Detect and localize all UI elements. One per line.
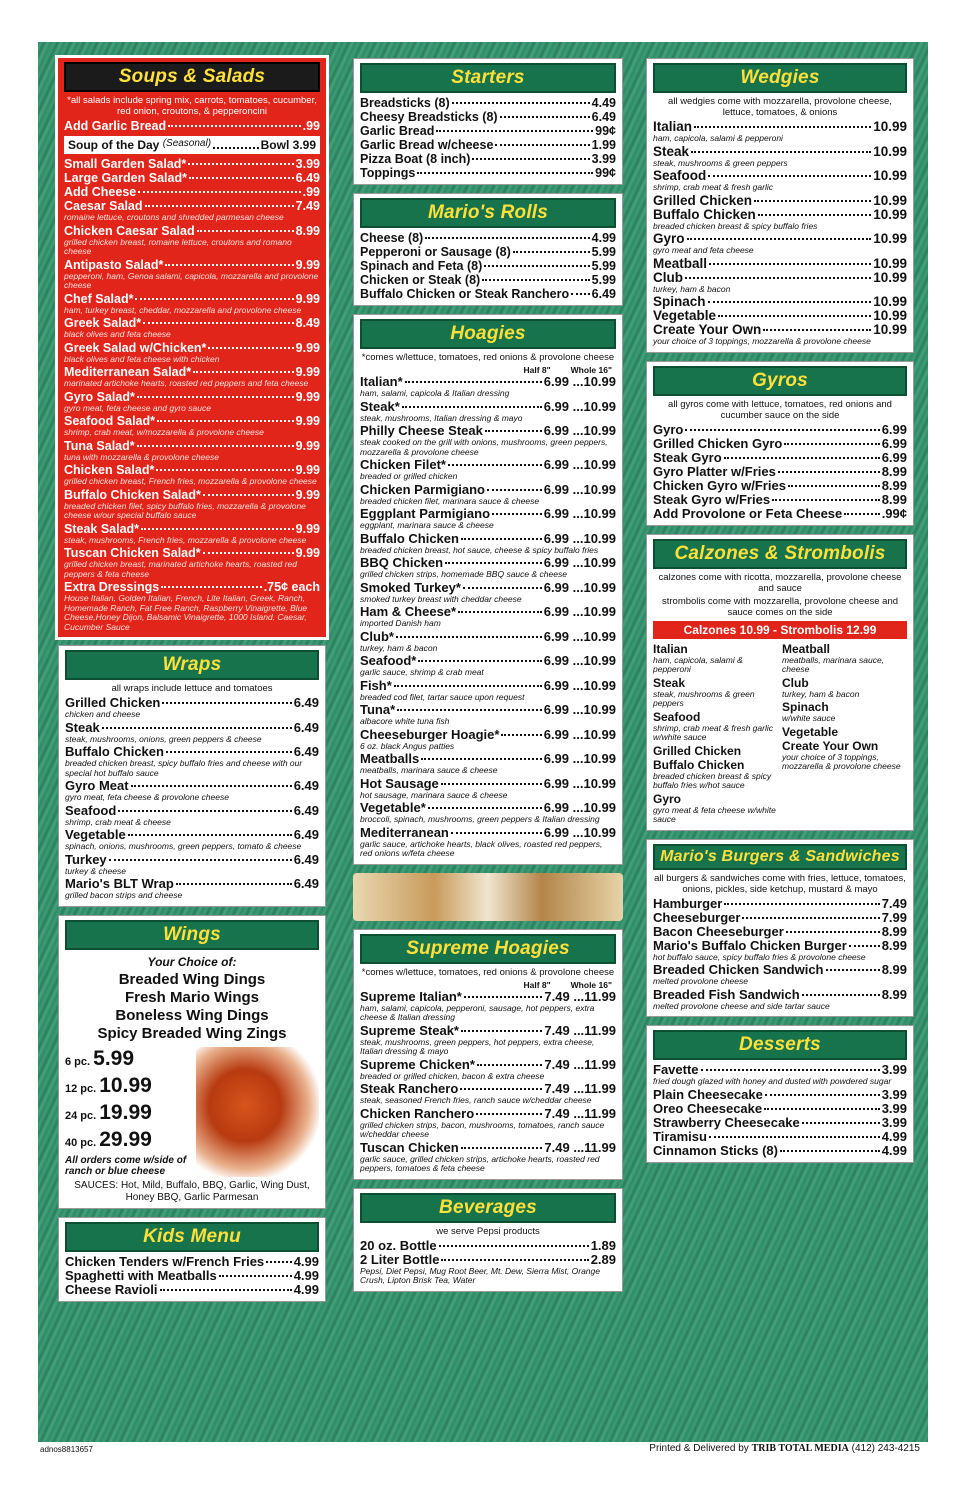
section-note: all gyros come with lettuce, tomatoes, red onions and cucumber sauce on the side — [668, 398, 892, 421]
menu-item: Cheese Ravioli 4.99 — [65, 1281, 319, 1297]
item-description: ham, salami, capicola, pepperoni, sausage, hot peppers, extra cheese & Italian dressing — [360, 1002, 595, 1022]
menu-item: Spinach 10.99 — [653, 294, 907, 309]
section-title: Calzones & Strombolis — [653, 539, 907, 569]
gyros-panel — [646, 361, 914, 526]
item-description: garlic sauce, artichoke hearts, black olives, roasted red peppers, red onions w/feta cheese — [360, 838, 603, 858]
menu-item: Cheese (8) 4.99 — [360, 231, 616, 245]
wing-price: 12 pc. 10.99 — [65, 1073, 152, 1097]
menu-item: Plain Cheesecake 3.99 — [653, 1086, 907, 1102]
menu-item: Grilled Chicken 6.49 — [65, 695, 319, 710]
menu-item: Gyro Meat 6.49 — [65, 778, 319, 793]
menu-item: Breaded Chicken Sandwich 8.99 — [653, 962, 907, 977]
gyros-list — [653, 423, 907, 521]
calzone-item: Grilled Chicken — [653, 743, 742, 758]
item-description: ham, salami, capicola & Italian dressing — [360, 388, 510, 398]
item-description: steak, mushrooms, Italian dressing & mayo — [360, 412, 523, 423]
supreme-hoagies-panel — [353, 929, 623, 1180]
item-description: meatballs, marinara sauce, cheese — [782, 654, 885, 674]
item-description: breaded or grilled chicken — [360, 471, 458, 481]
item-description: hot sausage, marinara sauce & cheese — [360, 789, 508, 800]
item-description: breaded chicken breast & spicy buffalo fries — [653, 220, 818, 231]
menu-item: Favette 3.99 — [653, 1062, 907, 1077]
kids-list — [65, 1255, 319, 1297]
section-note: all wedgies come with mozzarella, provolone cheese, lettuce, tomatoes, & onions — [668, 96, 892, 118]
item-description: hot buffalo sauce, spicy buffalo fries & provolone cheese — [653, 951, 866, 962]
item-description: romaine lettuce, croutons and shredded parmesan cheese — [64, 212, 284, 222]
menu-item: Small Garden Salad* 3.99 — [64, 157, 320, 171]
menu-item: Steak Salad* 9.99 — [64, 521, 320, 536]
section-note: we serve Pepsi products — [436, 1225, 540, 1237]
rolls-panel — [353, 193, 623, 306]
menu-item: Grilled Chicken Gyro 6.99 — [653, 435, 907, 451]
calzone-price-bar: Calzones 10.99 - Strombolis 12.99 — [653, 621, 907, 639]
item-description: shrimp, crab meat & cheese — [65, 816, 171, 827]
column-right — [646, 58, 914, 1163]
beverages-panel — [353, 1188, 623, 1292]
item-description: black olives and feta cheese — [64, 329, 171, 339]
item-description: pepperoni, ham, Genoa salami, capicola, mozzarella and provolone cheese — [64, 270, 319, 290]
menu-item: Smoked Turkey* 6.99 ...10.99 — [360, 579, 616, 595]
item-description: chicken and cheese — [65, 709, 141, 719]
menu-item: Spinach and Feta (8) 5.99 — [360, 259, 616, 273]
menu-item: Pizza Boat (8 inch) 3.99 — [360, 152, 616, 166]
calzone-item: Gyro — [653, 791, 682, 806]
menu-item: Seafood* 6.99 ...10.99 — [360, 653, 616, 668]
calzone-item: Steak — [653, 675, 686, 690]
item-description: steak, mushrooms, green peppers, hot peppers, extra cheese, Italian dressing & mayo — [360, 1036, 595, 1056]
soup-of-the-day: Soup of the Day (Seasonal) Bowl 3.99 — [64, 136, 320, 154]
starters-panel — [353, 58, 623, 185]
item-description: albacore white tuna fish — [360, 716, 450, 726]
item-description: grilled chicken strips, bacon, mushrooms, tomatoes, ranch sauce w/cheddar cheese — [360, 1119, 605, 1139]
item-description: turkey, ham & bacon — [360, 642, 438, 653]
wing-price: 24 pc. 19.99 — [65, 1100, 152, 1124]
menu-item: Chef Salad* 9.99 — [64, 291, 320, 306]
wedgies-panel — [646, 58, 914, 353]
menu-item: Spaghetti with Meatballs 4.99 — [65, 1267, 319, 1283]
menu-item: BBQ Chicken 6.99 ...10.99 — [360, 555, 616, 570]
item-description: turkey, ham & bacon — [653, 283, 731, 294]
calzone-right-list — [782, 642, 907, 826]
menu-item: Add Cheese .99 — [64, 185, 320, 199]
section-title: Mario's Burgers & Sandwiches — [653, 844, 907, 870]
menu-item: Chicken Gyro w/Fries 8.99 — [653, 477, 907, 493]
menu-item: 20 oz. Bottle 1.89 — [360, 1237, 616, 1253]
burgers-panel — [646, 839, 914, 1018]
item-description: tuna with mozzarella & provolone cheese — [64, 451, 219, 462]
menu-item: Chicken Caesar Salad 8.99 — [64, 223, 320, 238]
wings-photo — [196, 1047, 319, 1177]
section-note: *comes w/lettuce, tomatoes, red onions & provolone cheese — [361, 352, 615, 363]
menu-item: Vegetable* 6.99 ...10.99 — [360, 800, 616, 815]
ad-code: adnos8813657 — [40, 1445, 93, 1454]
column-middle — [353, 58, 623, 1292]
menu-item: Buffalo Chicken 10.99 — [653, 206, 907, 222]
item-description: steak, mushrooms & green peppers — [653, 688, 755, 708]
menu-board — [38, 42, 928, 1442]
menu-item: Supreme Italian* 7.49 ...11.99 — [360, 988, 616, 1004]
wing-choices: Your Choice of: Breaded Wing Dings Fresh Mario Wings Boneless Wing Dings Spicy Breaded Wing Zings — [97, 954, 287, 1042]
item-description: House Italian, Golden Italian, French, Lite Italian, Greek, Ranch, Homemade Ranch, Fat Free Ranch, Raspberry Vinaigrette, Blue Cheese,Honey Dijon, Balsamic Vinaigrette, 1000 Island, Caesar, Cucumber Sauce — [64, 593, 308, 632]
item-description: gyro meat, feta cheese & provolone cheese — [65, 792, 229, 802]
item-description: breaded cod filet, tartar sauce upon request — [360, 691, 525, 702]
wings-panel — [58, 915, 326, 1209]
item-description: ham, turkey breast, cheddar, mozzarella and provolone cheese — [64, 304, 302, 315]
menu-item: Gyro Platter w/Fries 8.99 — [653, 463, 907, 479]
menu-item: Italian 10.99 — [653, 119, 907, 134]
section-title: Supreme Hoagies — [360, 934, 616, 964]
menu-item: Hot Sausage 6.99 ...10.99 — [360, 775, 616, 791]
desserts-list — [653, 1063, 907, 1158]
menu-item: Tuna* 6.99 ...10.99 — [360, 702, 616, 717]
calzone-item: Seafood — [653, 709, 701, 724]
starters-list — [360, 96, 616, 180]
section-note: *all salads include spring mix, carrots, tomatoes, cucumber, red onion, croutons, & pepperoncini — [67, 95, 317, 117]
section-title: Desserts — [653, 1030, 907, 1060]
menu-item: Steak Gyro w/Fries 8.99 — [653, 491, 907, 507]
item-description: grilled chicken breast, marinated artichoke hearts, roasted red peppers & feta cheese — [64, 559, 297, 579]
item-description: your choice of 3 toppings, mozzarella & provolone cheese — [653, 336, 871, 346]
menu-item: Create Your Own 10.99 — [653, 322, 907, 337]
calzones-panel — [646, 534, 914, 831]
item-description: grilled chicken strips, homemade BBQ sauce & cheese — [360, 569, 567, 579]
menu-item: Caesar Salad 7.49 — [64, 199, 320, 213]
item-description: breaded chicken breast & spicy buffalo fries w/hot sauce — [653, 770, 772, 790]
hoagies-panel — [353, 314, 623, 865]
menu-item: Supreme Chicken* 7.49 ...11.99 — [360, 1056, 616, 1072]
item-description: breaded chicken filet, spicy buffalo fries, mozzarella & provolone cheese w/our special buffalo sauce — [64, 500, 306, 520]
section-title: Hoagies — [360, 319, 616, 349]
calzone-left-list — [653, 642, 778, 826]
item-description: gyro meat & feta cheese w/white sauce — [653, 804, 776, 824]
calzone-item: Create Your Own — [782, 738, 879, 753]
menu-item: Turkey 6.49 — [65, 851, 319, 867]
item-description: grilled chicken breast, romaine lettuce, croutons and romano cheese — [64, 236, 292, 256]
calzone-item: Spinach — [782, 700, 829, 714]
menu-item: Buffalo Chicken 6.99 ...10.99 — [360, 530, 616, 546]
item-description: broccoli, spinach, mushrooms, green peppers & Italian dressing — [360, 814, 600, 824]
menu-item: Mario's Buffalo Chicken Burger 8.99 — [653, 937, 907, 953]
calzone-item: Buffalo Chicken — [653, 757, 745, 772]
menu-item: Vegetable 10.99 — [653, 308, 907, 323]
menu-item: Mediterranean 6.99 ...10.99 — [360, 824, 616, 840]
menu-item: Cheesy Breadsticks (8) 6.49 — [360, 110, 616, 124]
item-description: shrimp, crab meat & fresh garlic w/white sauce — [653, 722, 773, 742]
item-description: 6 oz. black Angus patties — [360, 740, 455, 751]
wedgies-list — [653, 120, 907, 347]
section-title: Mario's Rolls — [360, 198, 616, 228]
desserts-panel — [646, 1025, 914, 1163]
item-description: steak, mushrooms, French fries, mozzarella & provolone cheese — [64, 534, 307, 545]
menu-item: Antipasto Salad* 9.99 — [64, 257, 320, 272]
menu-item: Tuna Salad* 9.99 — [64, 438, 320, 453]
menu-item: Chicken or Steak (8) 5.99 — [360, 273, 616, 287]
menu-item: Strawberry Cheesecake 3.99 — [653, 1114, 907, 1130]
item-description: breaded chicken filet, marinara sauce & cheese — [360, 495, 540, 506]
section-note: all burgers & sandwiches come with fries, lettuce, tomatoes, onions, pickles, side ketchup, mustard & mayo — [654, 872, 906, 895]
calzone-item: Club — [782, 675, 809, 690]
calzone-item: Italian — [653, 641, 688, 656]
item-description: melted provolone cheese — [653, 976, 748, 986]
section-title: Beverages — [360, 1193, 616, 1223]
menu-item: Steak 6.49 — [65, 719, 319, 735]
menu-item: Buffalo Chicken Salad* 9.99 — [64, 487, 320, 502]
item-description: ham, capicola, salami & pepperoni — [653, 654, 743, 674]
menu-item: Chicken Filet* 6.99 ...10.99 — [360, 457, 616, 472]
supreme-list — [360, 990, 616, 1174]
section-note: all wraps include lettuce and tomatoes — [111, 683, 273, 694]
item-description: fried dough glazed with honey and dusted with powdered sugar — [653, 1076, 892, 1086]
menu-item: Ham & Cheese* 6.99 ...10.99 — [360, 604, 616, 619]
menu-item: Steak 10.99 — [653, 143, 907, 159]
menu-item: Gyro 10.99 — [653, 231, 907, 246]
menu-item: Toppings 99¢ — [360, 166, 616, 180]
section-title: Wraps — [65, 650, 319, 680]
item-description: steak, mushrooms & green peppers — [653, 157, 788, 168]
menu-item: Meatballs 6.99 ...10.99 — [360, 751, 616, 766]
menu-item: Pepperoni or Sausage (8) 5.99 — [360, 245, 616, 259]
kids-menu-panel — [58, 1217, 326, 1302]
item-description: breaded chicken breast, spicy buffalo fries and cheese with our special hot buffalo sauce — [65, 758, 303, 778]
calzone-item: Meatball — [782, 641, 831, 656]
section-title: Soups & Salads — [64, 62, 320, 92]
menu-item: Bacon Cheeseburger 8.99 — [653, 923, 907, 939]
menu-item: Fish* 6.99 ...10.99 — [360, 677, 616, 693]
item-description: garlic sauce, grilled chicken strips, artichoke hearts, roasted red peppers, tomatoes & feta cheese — [360, 1153, 600, 1173]
menu-item: Garlic Bread w/cheese 1.99 — [360, 138, 616, 152]
menu-item: Gyro 6.99 — [653, 421, 907, 437]
menu-item: Add Provolone or Feta Cheese .99¢ — [653, 505, 907, 521]
item-description: steak, seasoned French fries, ranch sauce w/cheddar cheese — [360, 1095, 592, 1105]
menu-item: Mario's BLT Wrap 6.49 — [65, 876, 319, 891]
item-description: Pepsi, Diet Pepsi, Mug Root Beer, Mt. Dew, Sierra Mist, Orange Crush, Lipton Brisk Tea, Water — [360, 1265, 600, 1285]
section-title: Kids Menu — [65, 1222, 319, 1252]
section-title: Wings — [65, 920, 319, 950]
menu-item: Grilled Chicken 10.99 — [653, 192, 907, 208]
wing-side-note: All orders come w/side of ranch or blue cheese — [65, 1154, 187, 1177]
item-description: steak, mushrooms, onions, green peppers & cheese — [65, 733, 262, 744]
beverages-list — [360, 1239, 616, 1286]
menu-item: Mediterranean Salad* 9.99 — [64, 365, 320, 379]
wing-prices — [65, 1047, 319, 1177]
item-description: meatballs, marinara sauce & cheese — [360, 765, 498, 775]
section-note: *comes w/lettuce, tomatoes, red onions & provolone cheese — [361, 966, 615, 978]
menu-item: Supreme Steak* 7.49 ...11.99 — [360, 1022, 616, 1038]
section-title: Wedgies — [653, 63, 907, 93]
size-header: Half 8" Whole 16" — [523, 365, 612, 375]
item-description: gyro meat and feta cheese — [653, 245, 754, 255]
salad-list — [64, 157, 320, 632]
menu-item: Vegetable 6.49 — [65, 827, 319, 842]
section-title: Starters — [360, 63, 616, 93]
menu-item: Tiramisu 4.99 — [653, 1128, 907, 1144]
menu-item: Cheeseburger Hoagie* 6.99 ...10.99 — [360, 726, 616, 742]
menu-item: Cinnamon Sticks (8) 4.99 — [653, 1142, 907, 1158]
rolls-list — [360, 231, 616, 301]
menu-item: Steak* 6.99 ...10.99 — [360, 398, 616, 414]
menu-item: Chicken Tenders w/French Fries 4.99 — [65, 1253, 319, 1269]
menu-item: Oreo Cheesecake 3.99 — [653, 1100, 907, 1116]
wraps-list — [65, 696, 319, 901]
printer-credit: Printed & Delivered by TRIB TOTAL MEDIA (412) 243-4215 — [649, 1443, 920, 1454]
menu-item: 2 Liter Bottle 2.89 — [360, 1251, 616, 1267]
menu-item: Seafood Salad* 9.99 — [64, 414, 320, 428]
menu-item: Tuscan Chicken Salad* 9.99 — [64, 546, 320, 560]
item-description: imported Danish ham — [360, 618, 441, 628]
menu-item: Add Garlic Bread .99 — [64, 119, 320, 133]
size-header: Half 8" Whole 16" — [523, 979, 612, 990]
menu-item: Buffalo Chicken 6.49 — [65, 744, 319, 759]
item-description: marinated artichoke hearts, roasted red peppers and feta cheese — [64, 378, 309, 388]
item-description: melted provolone cheese and side tartar sauce — [653, 1000, 830, 1011]
menu-item: Buffalo Chicken or Steak Ranchero 6.49 — [360, 287, 616, 301]
menu-item: Gyro Salad* 9.99 — [64, 389, 320, 404]
menu-item: Garlic Bread 99¢ — [360, 124, 616, 138]
item-description: eggplant, marinara sauce & cheese — [360, 520, 494, 530]
item-description: shrimp, crab meat & fresh garlic — [653, 182, 773, 192]
item-description: breaded or grilled chicken, bacon & extra cheese — [360, 1070, 545, 1081]
menu-item: Club 10.99 — [653, 269, 907, 285]
menu-item: Cheeseburger 7.99 — [653, 909, 907, 925]
menu-item: Chicken Parmigiano 6.99 ...10.99 — [360, 481, 616, 497]
item-description: spinach, onions, mushrooms, green peppers, tomato & cheese — [65, 841, 302, 851]
menu-item: Seafood 6.49 — [65, 802, 319, 818]
hoagies-list — [360, 375, 616, 859]
menu-item: Italian* 6.99 ...10.99 — [360, 374, 616, 389]
menu-item: Extra Dressings .75¢ each — [64, 580, 320, 594]
menu-item: Greek Salad* 8.49 — [64, 316, 320, 330]
item-description: grilled bacon strips and cheese — [65, 890, 183, 900]
item-description: your choice of 3 toppings, mozzarella & provolone cheese — [782, 751, 901, 771]
menu-item: Steak Gyro 6.99 — [653, 449, 907, 465]
wing-price: 40 pc. 29.99 — [65, 1127, 152, 1151]
menu-item: Eggplant Parmigiano 6.99 ...10.99 — [360, 506, 616, 521]
menu-item: Philly Cheese Steak 6.99 ...10.99 — [360, 423, 616, 438]
menu-item: Large Garden Salad* 6.49 — [64, 171, 320, 185]
section-note: strombolis come with mozzarella, provolone cheese and sauce comes on the side — [661, 595, 899, 618]
wing-price: 6 pc. 5.99 — [65, 1046, 135, 1070]
item-description: w/white sauce — [782, 713, 836, 723]
item-description: garlic sauce, shrimp & crab meat — [360, 667, 484, 677]
menu-item: Breadsticks (8) 4.49 — [360, 96, 616, 110]
item-description: smoked turkey breast with cheddar cheese — [360, 593, 522, 604]
item-description: turkey, ham & bacon — [782, 688, 860, 699]
menu-item: Tuscan Chicken 7.49 ...11.99 — [360, 1139, 616, 1155]
menu-item: Hamburger 7.49 — [653, 895, 907, 911]
calzone-grid — [653, 642, 907, 826]
item-description: gyro meat, feta cheese and gyro sauce — [64, 402, 211, 413]
section-title: Gyros — [653, 366, 907, 396]
menu-item: Meatball 10.99 — [653, 255, 907, 271]
menu-item: Chicken Ranchero 7.49 ...11.99 — [360, 1105, 616, 1121]
menu-item: Seafood 10.99 — [653, 168, 907, 183]
burgers-list — [653, 897, 907, 1012]
wraps-panel — [58, 645, 326, 907]
menu-item: Breaded Fish Sandwich 8.99 — [653, 986, 907, 1002]
calzone-item: Vegetable — [782, 724, 839, 739]
item-description: steak cooked on the grill with onions, mushrooms, green peppers, mozzarella & provolone cheese — [360, 437, 608, 457]
item-description: breaded chicken breast, hot sauce, cheese & spicy buffalo fries — [360, 544, 599, 555]
hoagie-photo — [353, 873, 623, 921]
menu-item: Greek Salad w/Chicken* 9.99 — [64, 340, 320, 355]
item-description: ham, capicola, salami & pepperoni — [653, 133, 783, 143]
item-description: black olives and feta cheese with chicken — [64, 353, 220, 364]
soups-salads-panel — [58, 58, 326, 637]
column-left — [58, 58, 326, 1302]
item-description: grilled chicken breast, French fries, mozzarella & provolone cheese — [64, 476, 317, 486]
item-description: turkey & cheese — [65, 865, 126, 876]
item-description: shrimp, crab meat, w/mozzarella & provolone cheese — [64, 427, 264, 437]
section-note: calzones come with ricotta, mozzarella, provolone cheese and sauce — [658, 571, 902, 594]
menu-item: Steak Ranchero 7.49 ...11.99 — [360, 1081, 616, 1096]
menu-item: Club* 6.99 ...10.99 — [360, 628, 616, 644]
menu-item: Chicken Salad* 9.99 — [64, 463, 320, 477]
wing-sauces: SAUCES: Hot, Mild, Buffalo, BBQ, Garlic, Wing Dust, Honey BBQ, Garlic Parmesan — [74, 1179, 310, 1203]
